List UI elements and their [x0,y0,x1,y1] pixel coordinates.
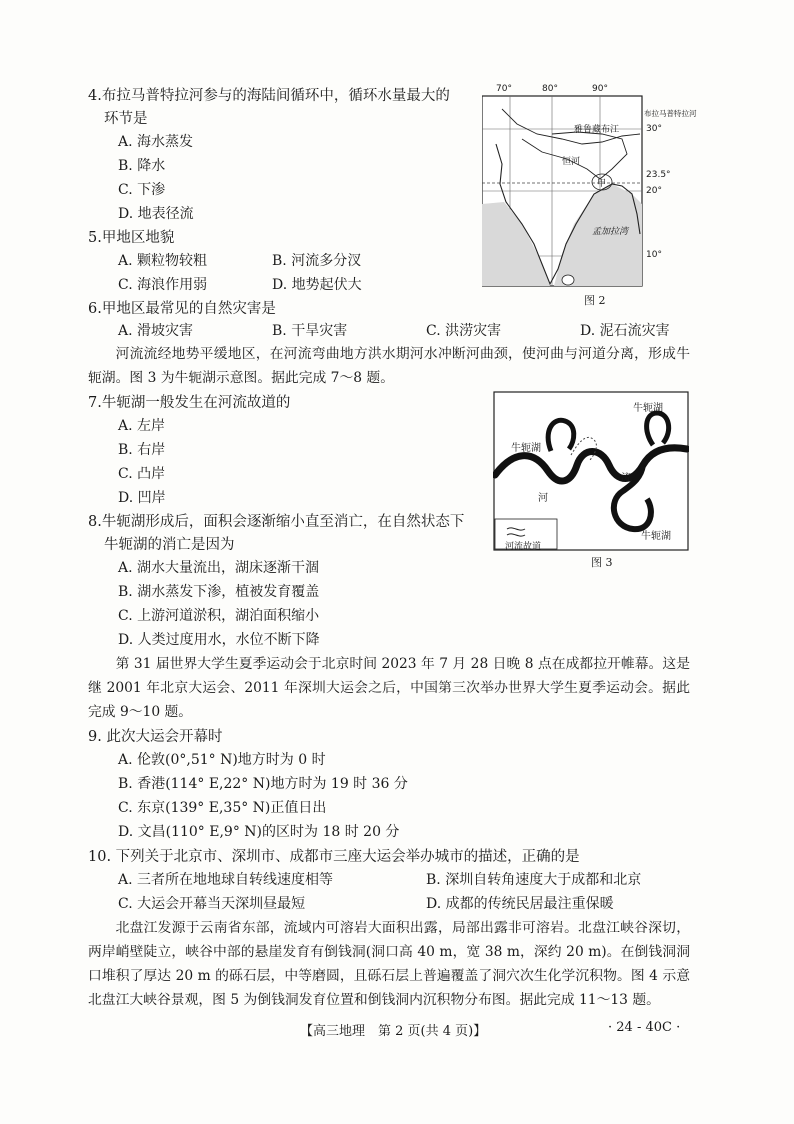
lon-label-80: 80° [542,84,558,94]
q5-option-b: B. 河流多分汊 [272,253,362,269]
lat-label-20: 20° [646,186,662,196]
q9-option-c: C. 东京(139° E,35° N)正值日出 [118,800,327,816]
label-oxbow-lake-bottom: 牛轭湖 [641,531,671,542]
q8-stem-line2: 牛轭湖的消亡是因为 [104,537,235,553]
figure-2-map [482,84,697,307]
q4-option-b: B. 降水 [118,158,166,174]
q8-option-a: A. 湖水大量流出，湖床逐渐干涸 [118,560,320,576]
label-river-he: 河 [538,493,548,504]
lat-label-10: 10° [646,250,662,260]
q9-option-a: A. 伦敦(0°,51° N)地方时为 0 时 [118,752,326,768]
passage-oxbow: 河流流经地势平缓地区，在河流弯曲地方洪水期河水冲断河曲颈，使河曲与河道分离，形成牛轭湖。图 3 为牛轭湖示意图。据此完成 7～8 题。 [88,346,690,386]
figure-3-diagram [493,391,689,571]
lat-label-30: 30° [646,124,662,134]
q6-option-b: B. 干旱灾害 [272,323,348,339]
label-brahmaputra: 布拉马普特拉河 [644,109,697,118]
page-footer-title: 【高三地理 第 2 页(共 4 页)】 [300,1024,487,1039]
page-footer-code: · 24 - 40C · [608,1020,681,1035]
q10-option-b: B. 深圳自转角速度大于成都和北京 [426,872,642,888]
q9-option-b: B. 香港(114° E,22° N)地方时为 19 时 36 分 [118,776,408,792]
q5-option-a: A. 颗粒物较粗 [118,253,208,269]
q9-stem: 9. 此次大运会开幕时 [88,729,223,745]
q7-option-d: D. 凹岸 [118,490,166,506]
q6-option-c: C. 洪涝灾害 [426,323,502,339]
q10-option-a: A. 三者所在地地球自转线速度相等 [118,872,334,888]
q10-option-c: C. 大运会开幕当天深圳昼最短 [118,896,306,912]
label-region-jia: 甲 [597,179,607,189]
q5-option-d: D. 地势起伏大 [272,277,362,293]
q10-option-d: D. 成都的传统民居最注重保暖 [426,896,614,912]
passage-beipan-river: 北盘江发源于云南省东部，流域内可溶岩大面积出露，局部出露非可溶岩。北盘江峡谷深切，两岸峭壁陡立，峡谷中部的悬崖发育有倒钱洞(洞口高 40 m，宽 38 m，深约 20 m)。在倒钱洞洞口堆积了厚达 20 m 的砾石层，中等磨圆，且砾石层上普遍覆盖了洞穴次生化学沉积物。图 4 示意北盘江大峡谷景观，图 5 为倒钱洞发育位置和倒钱洞内沉积物分布图。据此完成 11～13 题。 [88,920,690,1008]
q4-stem-line2: 环节是 [104,111,148,127]
label-oxbow-lake-left: 牛轭湖 [511,443,541,454]
q8-option-d: D. 人类过度用水，水位不断下降 [118,632,320,648]
figure-2-caption: 图 2 [584,294,606,307]
q10-stem: 10. 下列关于北京市、深圳市、成都市三座大运会举办城市的描述，正确的是 [88,849,580,865]
lon-label-70: 70° [496,84,512,94]
q7-option-a: A. 左岸 [118,418,166,434]
q8-stem-line1: 8.牛轭湖形成后，面积会逐渐缩小直至消亡，在自然状态下 [88,514,465,530]
q5-stem: 5.甲地区地貌 [88,230,175,246]
q7-option-b: B. 右岸 [118,442,166,458]
label-bay-of-bengal: 孟加拉湾 [592,227,629,237]
lon-label-90: 90° [592,84,608,94]
label-oxbow-lake-top: 牛轭湖 [633,403,663,414]
lat-label-23-5: 23.5° [646,170,671,180]
q6-option-d: D. 泥石流灾害 [580,323,670,339]
label-river-liu: 流 [621,473,631,484]
q8-option-b: B. 湖水蒸发下渗，植被发育覆盖 [118,584,320,600]
q7-stem: 7.牛轭湖一般发生在河流故道的 [88,395,291,411]
q6-option-a: A. 滑坡灾害 [118,323,194,339]
figure-3-caption: 图 3 [591,556,613,569]
q7-option-c: C. 凸岸 [118,466,166,482]
q4-option-d: D. 地表径流 [118,206,194,222]
label-yarlung-tsangpo: 雅鲁藏布江 [574,125,620,135]
legend-old-channel: 河流故道 [505,542,542,552]
q9-option-d: D. 文昌(110° E,9° N)的区时为 18 时 20 分 [118,824,400,840]
passage-universiade: 第 31 届世界大学生夏季运动会于北京时间 2023 年 7 月 28 日晚 8 点在成都拉开帷幕。这是继 2001 年北京大运会、2011 年深圳大运会之后，中国第三次举办世界大学生夏季运动会。据此完成 9～10 题。 [88,656,690,720]
q4-option-c: C. 下渗 [118,182,166,198]
q6-stem: 6.甲地区最常见的自然灾害是 [88,301,276,317]
q4-stem-line1: 4.布拉马普特拉河参与的海陆间循环中，循环水量最大的 [88,88,450,104]
q4-option-a: A. 海水蒸发 [118,134,194,150]
q5-option-c: C. 海浪作用弱 [118,277,208,293]
q8-option-c: C. 上游河道淤积，湖泊面积缩小 [118,608,320,624]
label-ganges: 恒河 [562,157,581,167]
